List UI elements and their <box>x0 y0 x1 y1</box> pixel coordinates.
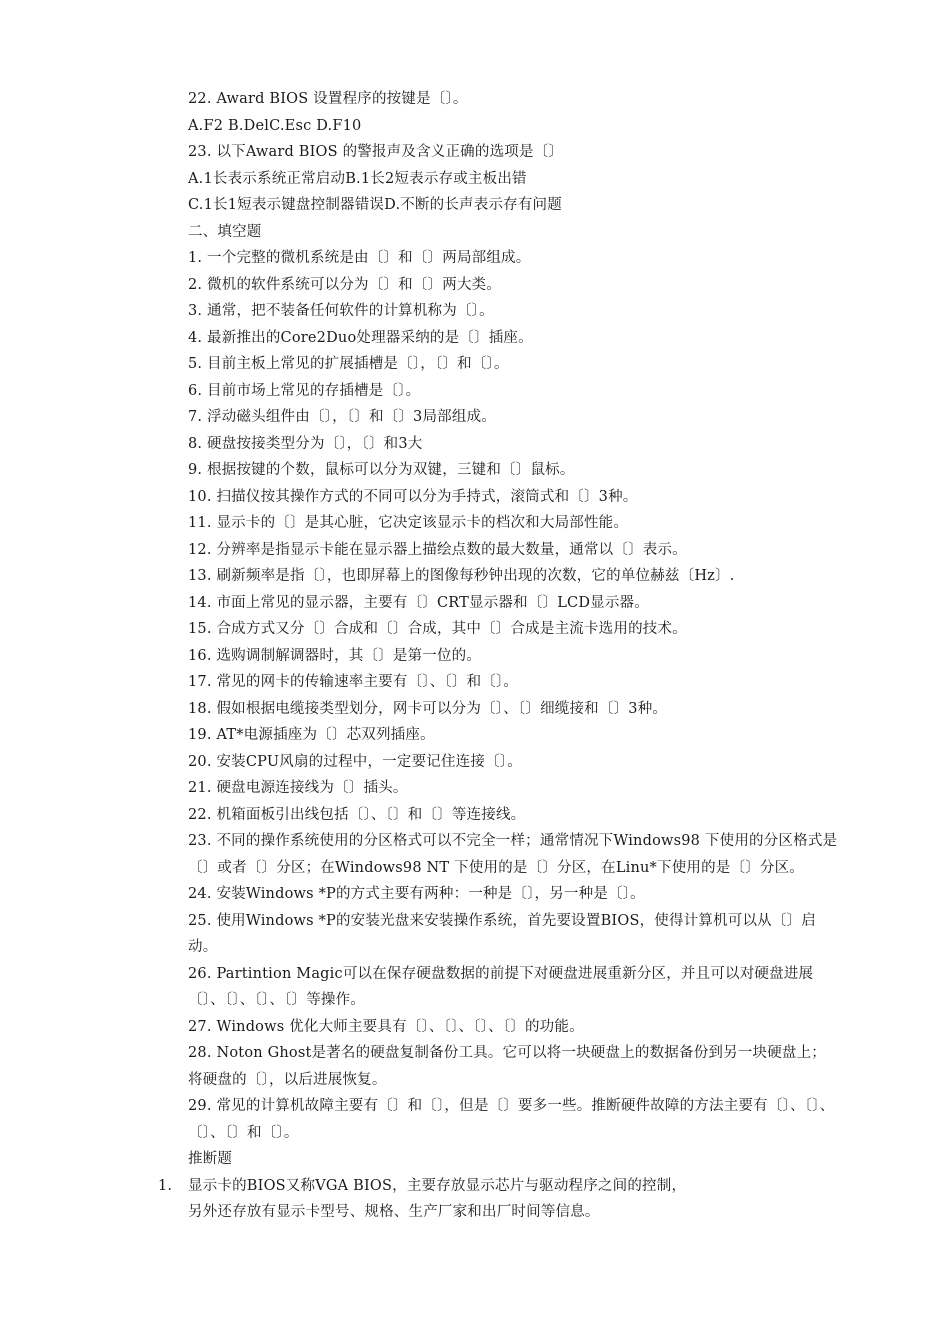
fill-item: 7. 浮动磁头组件由〔〕，〔〕和〔〕3局部组成。 <box>188 409 496 425</box>
fill-item: 5. 目前主板上常见的扩展插槽是〔〕，〔〕和〔〕。 <box>188 356 509 372</box>
fill-item: 25. 使用Windows *P的安装光盘来安装操作系统，首先要设置BIOS，使得计算机可以从〔〕启动。 <box>188 912 816 955</box>
judge-section <box>158 1173 838 1226</box>
fill-item: 22. 机箱面板引出线包括〔〕、〔〕和〔〕等连接线。 <box>188 806 526 823</box>
fill-item: 26. Partintion Magic可以在保存硬盘数据的前提下对硬盘进展重新分区，并且可以对硬盘进展〔〕、〔〕、〔〕、〔〕等操作。 <box>188 965 814 1008</box>
judge-section-heading: 推断题 <box>188 1151 233 1167</box>
document-content <box>158 86 838 1226</box>
fill-item: 3. 通常，把不装备任何软件的计算机称为〔〕。 <box>188 303 494 319</box>
choice-question-23: 23. 以下Award BIOS 的警报声及含义正确的选项是〔〕 <box>188 144 564 160</box>
fill-item: 9. 根据按键的个数，鼠标可以分为双键，三键和〔〕鼠标。 <box>188 462 575 478</box>
fill-item: 2. 微机的软件系统可以分为〔〕和〔〕两大类。 <box>188 276 502 293</box>
choice-options-22: A.F2 B.DelC.Esc D.F10 <box>188 117 362 134</box>
fill-section-heading: 二、填空题 <box>188 223 262 240</box>
fill-item: 4. 最新推出的Core2Duo处理器采纳的是〔〕插座。 <box>188 329 533 346</box>
fill-item: 10. 扫描仪按其操作方式的不同可以分为手持式，滚筒式和〔〕3种。 <box>188 488 638 505</box>
fill-item: 1. 一个完整的微机系统是由〔〕和〔〕两局部组成。 <box>188 250 531 266</box>
fill-item: 15. 合成方式又分〔〕合成和〔〕合成，其中〔〕合成是主流卡选用的技术。 <box>188 621 687 637</box>
choice-question-22: 22. Award BIOS 设置程序的按键是〔〕。 <box>188 91 468 107</box>
fill-section <box>188 245 838 1146</box>
choice-section <box>188 86 838 219</box>
fill-item: 29. 常见的计算机故障主要有〔〕和〔〕，但是〔〕要多一些。推断硬件故障的方法主要有〔〕、〔〕、〔〕、〔〕和〔〕。 <box>188 1098 835 1141</box>
fill-item: 17. 常见的网卡的传输速率主要有〔〕、〔〕和〔〕。 <box>188 674 519 690</box>
choice-options-23-cd: C.1长1短表示键盘控制器错误D.不断的长声表示存有问题 <box>188 197 562 213</box>
fill-item: 14. 市面上常见的显示器，主要有〔〕CRT显示器和〔〕LCD显示器。 <box>188 594 649 611</box>
fill-item: 12. 分辨率是指显示卡能在显示器上描绘点数的最大数量，通常以〔〕表示。 <box>188 541 687 558</box>
fill-item: 18. 假如根据电缆接类型划分，网卡可以分为〔〕、〔〕细缆接和〔〕3种。 <box>188 700 668 717</box>
fill-item: 8. 硬盘按接类型分为〔〕，〔〕和3大 <box>188 435 423 452</box>
choice-options-23-ab: A.1长表示系统正常启动B.1长2短表示存或主板出错 <box>188 170 527 187</box>
fill-item: 23. 不同的操作系统使用的分区格式可以不完全一样；通常情况下Windows98 下使用的分区格式是〔〕或者〔〕分区；在Windows98 NT 下使用的是〔〕分区，在Linu*下使用的是〔〕分区。 <box>188 833 838 876</box>
fill-item: 16. 选购调制解调器时，其〔〕是第一位的。 <box>188 647 482 664</box>
fill-item: 6. 目前市场上常见的存插槽是〔〕。 <box>188 382 421 399</box>
judge-item-line: 显示卡的BIOS又称VGA BIOS，主要存放显示芯片与驱动程序之间的控制， <box>188 1177 687 1194</box>
fill-item: 24. 安装Windows *P的方式主要有两种：一种是〔〕，另一种是〔〕。 <box>188 886 645 902</box>
judge-item-line: 另外还存放有显示卡型号、规格、生产厂家和出厂时间等信息。 <box>188 1204 600 1220</box>
fill-item: 13. 刷新频率是指〔〕，也即屏幕上的图像每秒钟出现的次数，它的单位赫兹〔Hz〕. <box>188 568 735 584</box>
fill-item: 28. Noton Ghost是著名的硬盘复制备份工具。它可以将一块硬盘上的数据备份到另一块硬盘上；将硬盘的〔〕，以后进展恢复。 <box>188 1045 827 1088</box>
fill-item: 11. 显示卡的〔〕是其心脏，它决定该显示卡的档次和大局部性能。 <box>188 515 629 531</box>
judge-item <box>158 1173 838 1226</box>
judge-item-number: 1. <box>158 1177 173 1194</box>
fill-item: 27. Windows 优化大师主要具有〔〕、〔〕、〔〕、〔〕的功能。 <box>188 1018 584 1035</box>
fill-item: 21. 硬盘电源连接线为〔〕插头。 <box>188 780 408 796</box>
fill-item: 20. 安装CPU风扇的过程中，一定要记住连接〔〕。 <box>188 753 522 770</box>
fill-item: 19. AT*电源插座为〔〕芯双列插座。 <box>188 727 435 743</box>
